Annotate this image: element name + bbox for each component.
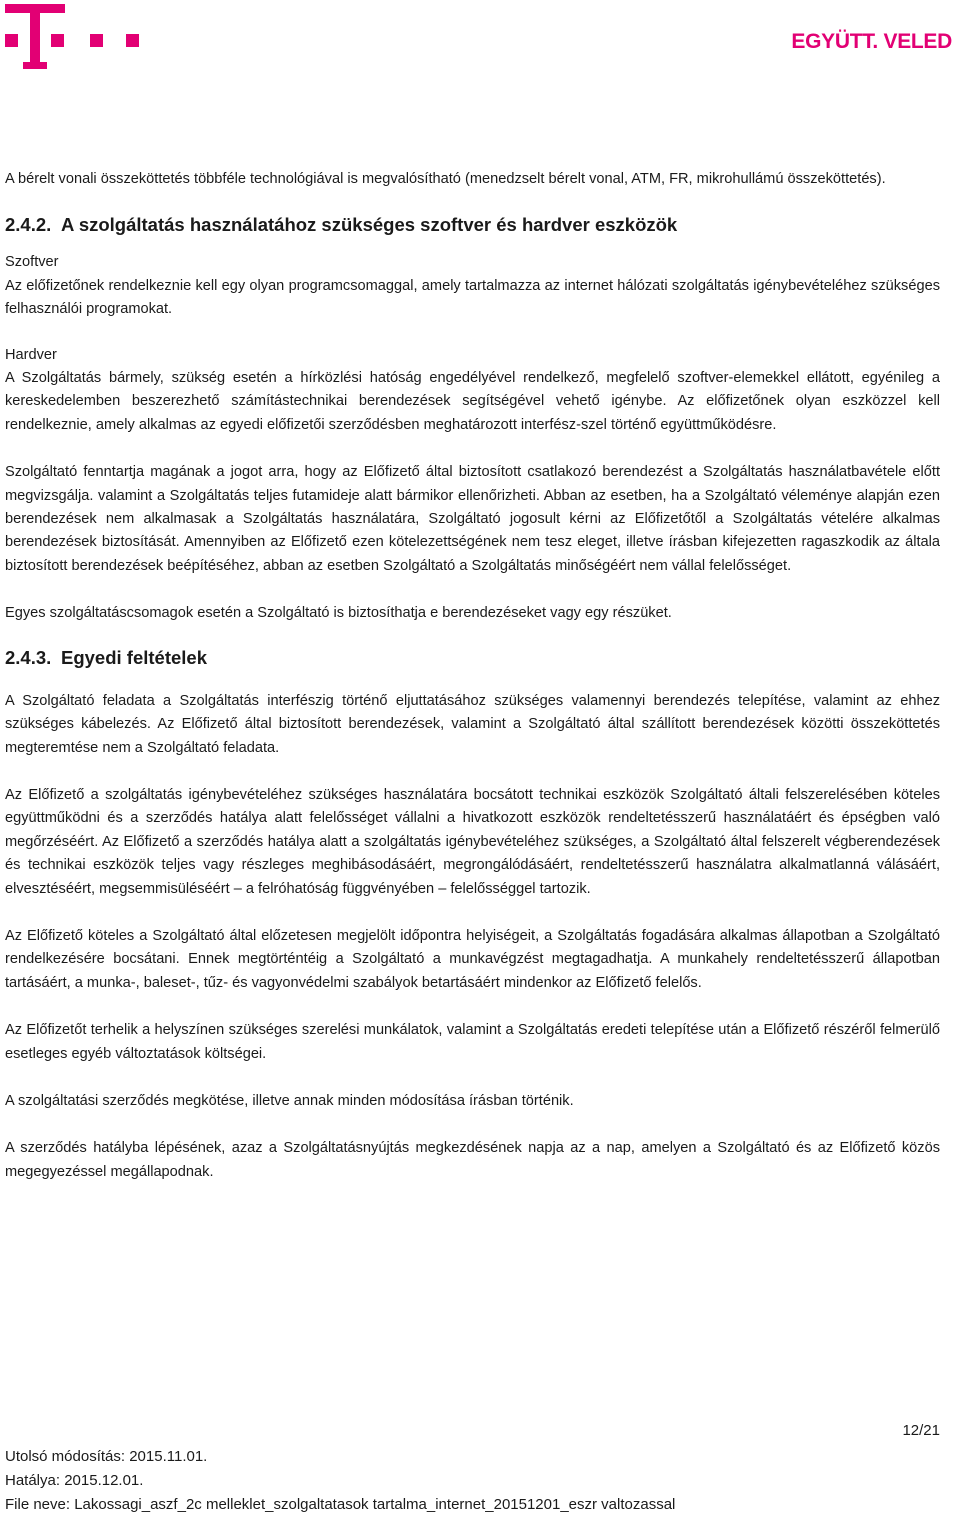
document-body	[5, 168, 940, 1184]
paragraph-site-preparation: Az Előfizető köteles a Szolgáltató által előzetesen megjelölt időpontra helyiségeit, a Szolgáltatás fogadására alkalmas állapotban a Szolgáltató rendelkezésére bocsátani. Ennek megtörténtéig a Szolgáltató a munkavégzést megtagadhatja. A munkahely rendeltetésszerű állapotban tartásáért, a munka-, baleset-, tűz- és vagyonvédelmi szabályok betartásáért mindenkor az Előfizető felelős.	[5, 927, 940, 991]
hardware-paragraph: A Szolgáltatás bármely, szükség esetén a hírközlési hatóság engedélyével rendelkező, megfelelő szoftver-elemekkel ellátott, egyénileg a kereskedelemben beszerezhető számítástechnikai berendezések segítségével vehető igénybe. Az előfizetőnek olyan eszközzel kell rendelkeznie, amely alkalmas az egyedi előfizetői szerződésben meghatározott interfész-szel történő együttműködésre.	[5, 370, 940, 433]
section-number: 2.4.2.	[5, 214, 52, 236]
page-header	[0, 0, 960, 80]
paragraph-packages: Egyes szolgáltatáscsomagok esetén a Szolgáltató is biztosíthatja e berendezéseket vagy egy részüket.	[5, 605, 672, 622]
paragraph-subscriber-duties: Az Előfizető a szolgáltatás igénybevételéhez szükséges használatára bocsátott technikai eszközök Szolgáltató általi felszerelésében köteles együttműködni és a szerződés hatálya alatt felelősséget vállalni a hivatkozott eszközök rendeltetésszerű használatáért és épségben való megőrzéséért. Az Előfizető a szerződés hatálya alatt a szolgáltatás igénybevételéhez szükséges, a Szolgáltató által felszerelt végberendezések és technikai eszközök teljes vagy részleges meghibásodásáért, megrongálódásáért, rendeltetésszerű használatra alkalmatlanná válásáért, elvesztéséért, megsemmisüléséért – a felróhatóság függvényében – felelősséggel tartozik.	[5, 786, 940, 897]
section-title: Egyedi feltételek	[61, 646, 208, 668]
software-label: Szoftver	[5, 254, 59, 271]
section-title: A szolgáltatás használatához szükséges szoftver és hardver eszközök	[61, 214, 678, 236]
paragraph-provider-reserves: Szolgáltató fenntartja magának a jogot arra, hogy az Előfizető által biztosított csatlakozó berendezést a Szolgáltatás használatbavétele előtt megvizsgálja. valamint a Szolgáltatás teljes futamideje alatt bármikor ellenőrizheti. Abban az esetben, ha a Szolgáltató véleménye alapján ezen berendezések nem alkalmasak a Szolgáltatás használatára, Szolgáltató jogosult kérni az Előfizetőtől a Szolgáltatás vételére alkalmas berendezések biztosítását. Amennyiben az Előfizető ezen kötelezettségének nem tesz eleget, illetve írásban kifejezetten ragaszkodik az általa biztosított berendezések beépítéséhez, abban az esetben Szolgáltató a Szolgáltatás minőségéért nem vállal felelősséget.	[5, 464, 940, 574]
last-modified: Utolsó módosítás: 2015.11.01.	[5, 1448, 208, 1465]
section-heading-2-4-2	[5, 213, 940, 237]
software-paragraph: Az előfizetőnek rendelkeznie kell egy olyan programcsomaggal, amely tartalmazza az internet hálózati szolgáltatás igénybevételéhez szükséges felhasználói programokat.	[5, 277, 940, 318]
paragraph-costs: Az Előfizetőt terhelik a helyszínen szükséges szerelési munkálatok, valamint a Szolgáltatás eredeti telepítése után a Előfizető részéről felmerülő esetleges egyéb változtatások költségei.	[5, 1022, 940, 1062]
paragraph-effective-date: A szerződés hatályba lépésének, azaz a Szolgáltatásnyújtás megkezdésének napja az a nap, amelyen a Szolgáltató és az Előfizető közös megegyezéssel megállapodnak.	[5, 1140, 940, 1180]
brand-slogan: EGYÜTT. VELED	[791, 30, 952, 53]
section-heading-2-4-3	[5, 646, 940, 670]
paragraph-provider-task: A Szolgáltató feladata a Szolgáltatás interfészig történő eljuttatásához szükséges valamennyi berendezés telepítése, valamint az ehhez szükséges kábelezés. Az Előfizető által biztosított berendezések, valamint a Szolgáltató által szállított berendezések közötti összeköttetés megteremtése nem a Szolgáltató feladata.	[5, 692, 940, 756]
hardware-label: Hardver	[5, 346, 57, 363]
telekom-logo	[5, 4, 145, 74]
page-number: 12/21	[902, 1422, 940, 1439]
section-number: 2.4.3.	[5, 646, 52, 668]
effective-date: Hatálya: 2015.12.01.	[5, 1472, 144, 1489]
page-footer	[5, 1422, 940, 1516]
paragraph-written-form: A szolgáltatási szerződés megkötése, illetve annak minden módosítása írásban történik.	[5, 1092, 574, 1109]
paragraph-leased-line: A bérelt vonali összeköttetés többféle technológiával is megvalósítható (menedzselt bérelt vonal, ATM, FR, mikrohullámú összeköttetés).	[5, 171, 886, 187]
file-name: File neve: Lakossagi_aszf_2c melleklet_szolgaltatasok tartalma_internet_20151201_eszr valtozassal	[5, 1496, 676, 1513]
